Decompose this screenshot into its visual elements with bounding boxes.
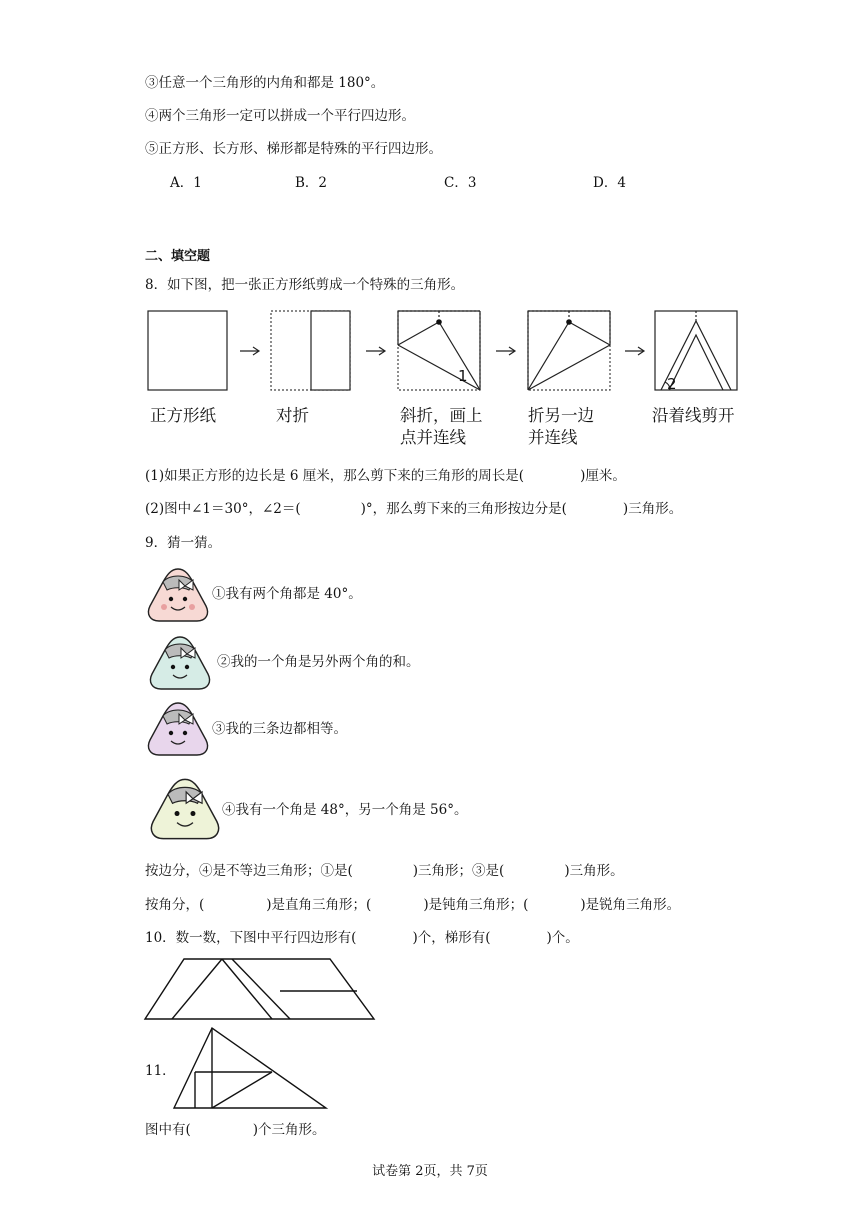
q8-sub1 — [145, 466, 626, 486]
q11-stem — [145, 1120, 326, 1140]
q7-item-5: ⑤正方形、长方形、梯形都是特殊的平行四边形。 — [145, 141, 442, 157]
q11-text-a: 图中有( — [145, 1122, 191, 1138]
q7-option-c[interactable]: C．3 — [444, 175, 477, 191]
q8-stem: 8．如下图，把一张正方形纸剪成一个特殊的三角形。 — [145, 277, 465, 293]
q9-clue-3: ③我的三条边都相等。 — [212, 721, 347, 737]
q10-text-c: )个。 — [546, 930, 579, 946]
page-footer: 试卷第 2页，共 7页 — [372, 1164, 488, 1179]
q8-sub1-text-b: )厘米。 — [580, 468, 626, 484]
q11-figure — [170, 1024, 330, 1112]
step-label-3a: 斜折，画上 — [400, 406, 483, 425]
q8-sub2-text-b: )°，那么剪下来的三角形按边分是( — [360, 501, 567, 517]
q8-sub2-text-a: (2)图中∠1＝30°，∠2＝( — [145, 501, 301, 517]
q9-angle-text-c: )是钝角三角形；( — [423, 897, 529, 913]
q10-stem — [145, 928, 579, 948]
q7-item-3: ③任意一个三角形的内角和都是 180°。 — [145, 75, 385, 91]
triangle-face-1 — [145, 566, 211, 624]
q10-figure — [140, 955, 380, 1025]
angle-2-label: 2 — [667, 375, 677, 393]
step-label-4b: 并连线 — [528, 428, 578, 447]
section-title: 二、填空题 — [145, 249, 211, 264]
q8-sub2 — [145, 499, 682, 519]
triangle-face-4 — [145, 776, 225, 842]
q9-side-text-c: )三角形。 — [564, 863, 624, 879]
q9-angle-text-d: )是锐角三角形。 — [580, 897, 681, 913]
step-label-4a: 折另一边 — [528, 406, 594, 425]
step-label-5: 沿着线剪开 — [652, 406, 735, 425]
q7-option-d[interactable]: D．4 — [593, 175, 626, 191]
q11-text-b: )个三角形。 — [252, 1122, 326, 1138]
step-label-3b: 点并连线 — [400, 428, 466, 447]
q10-text-b: )个，梯形有( — [412, 930, 491, 946]
step-label-2: 对折 — [276, 406, 309, 425]
q9-clue-1: ①我有两个角都是 40°。 — [212, 586, 362, 602]
q9-angle-text-a: 按角分，( — [145, 897, 205, 913]
q10-text-a: 10．数一数，下图中平行四边形有( — [145, 930, 357, 946]
q9-clue-4: ④我有一个角是 48°，另一个角是 56°。 — [222, 802, 468, 818]
q9-side-text-b: )三角形；③是( — [412, 863, 505, 879]
q9-stem: 9．猜一猜。 — [145, 535, 222, 551]
q9-by-side — [145, 861, 624, 881]
q9-by-angle — [145, 895, 680, 915]
q11-number: 11． — [145, 1063, 176, 1079]
q8-sub1-text-a: (1)如果正方形的边长是 6 厘米，那么剪下来的三角形的周长是( — [145, 468, 525, 484]
q9-side-text-a: 按边分，④是不等边三角形；①是( — [145, 863, 353, 879]
q9-angle-text-b: )是直角三角形；( — [266, 897, 372, 913]
q7-option-b[interactable]: B．2 — [295, 175, 328, 191]
q7-option-a[interactable]: A．1 — [170, 175, 202, 191]
triangle-face-2 — [147, 634, 213, 692]
square-paper-shape — [148, 311, 227, 390]
angle-1-label: 1 — [458, 367, 468, 385]
triangle-face-3 — [145, 700, 211, 758]
q9-clue-2: ②我的一个角是另外两个角的和。 — [217, 654, 420, 670]
q8-sub2-text-c: )三角形。 — [622, 501, 683, 517]
step-label-1: 正方形纸 — [150, 406, 216, 425]
q7-item-4: ④两个三角形一定可以拼成一个平行四边形。 — [145, 108, 415, 124]
